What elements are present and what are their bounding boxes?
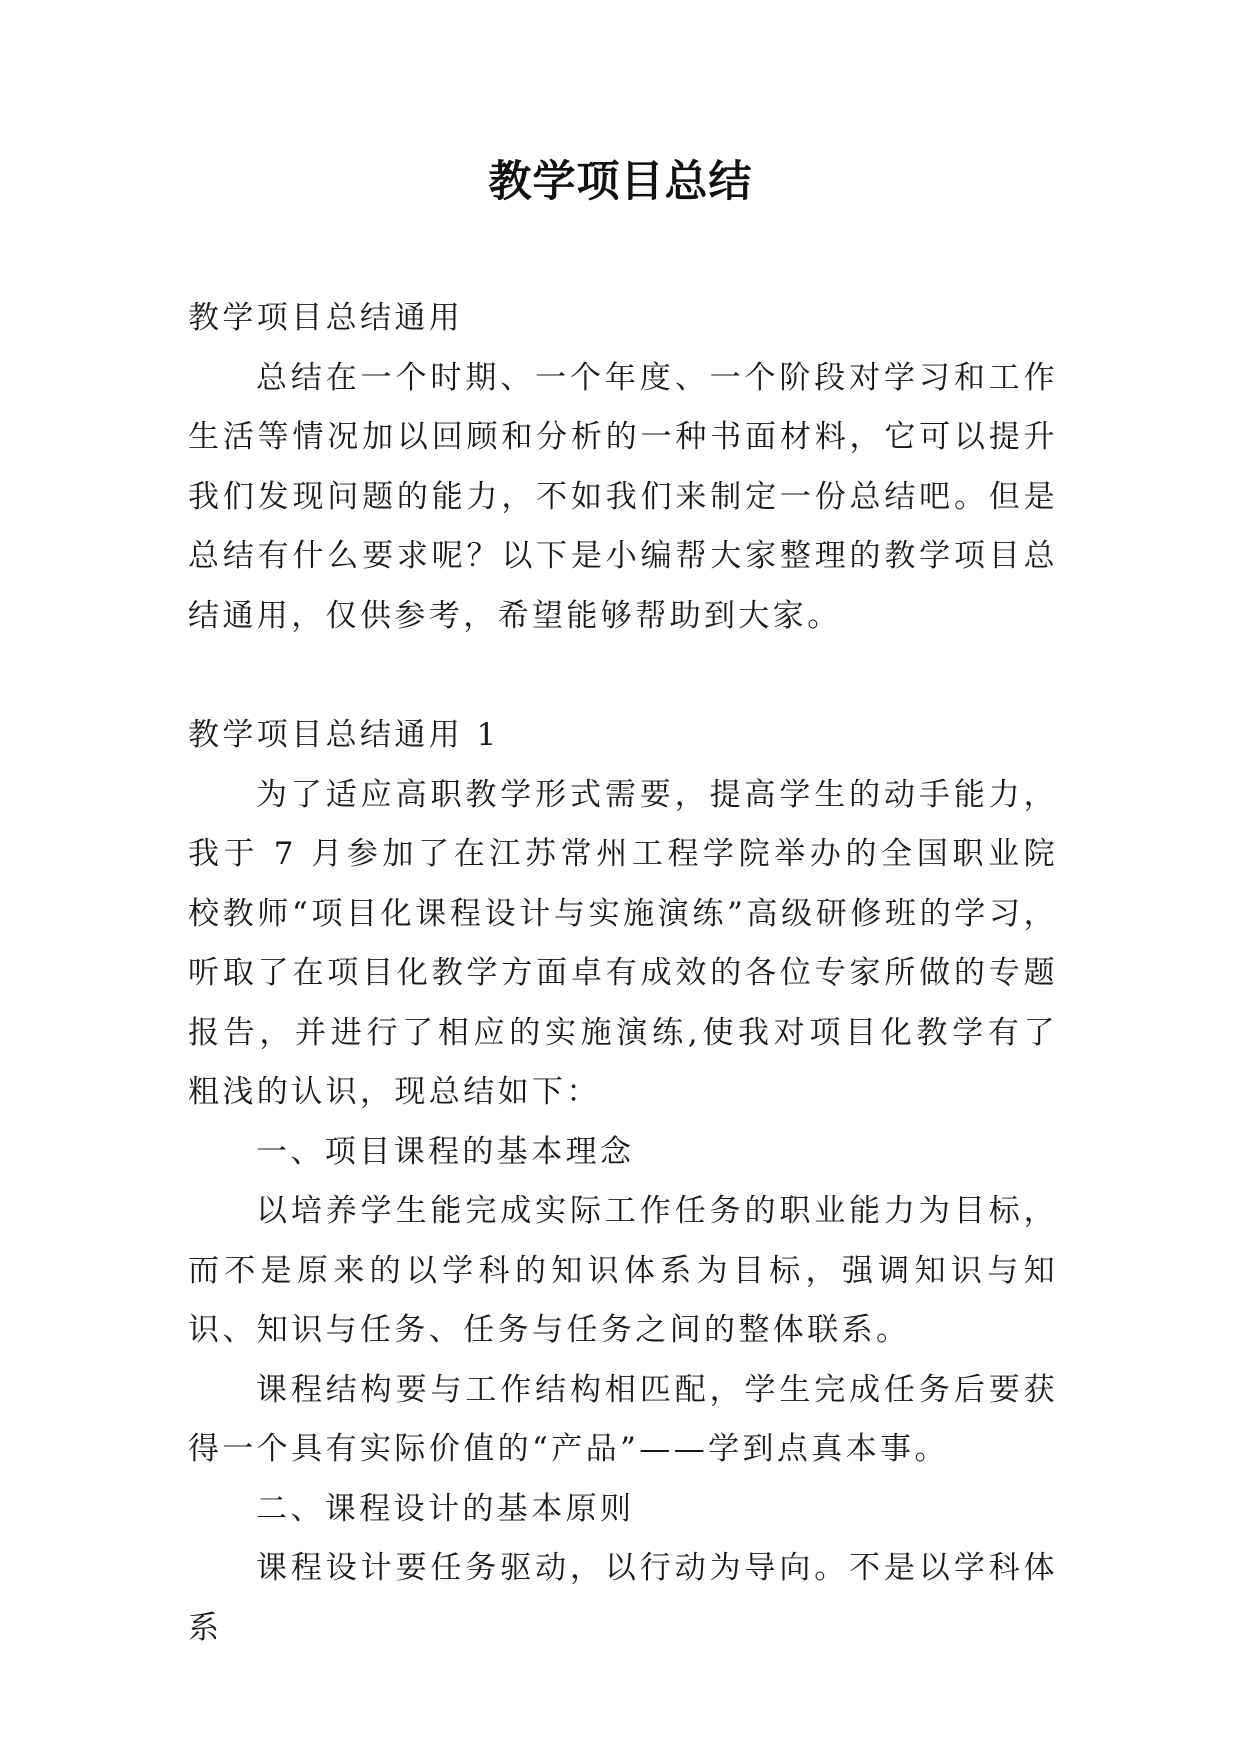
intro-heading: 教学项目总结通用	[188, 300, 464, 336]
document-title: 教学项目总结	[488, 157, 753, 207]
body-paragraph: 以培养学生能完成实际工作任务的职业能力为目标，而不是原来的以学科的知识体系为目标，强调知识与知识、知识与任务、任务与任务之间的整体联系。	[188, 1193, 1058, 1348]
document-body	[188, 289, 1058, 1658]
section-heading: 教学项目总结通用 1	[188, 717, 500, 753]
body-paragraph: 为了适应高职教学形式需要，提高学生的动手能力，我于 7 月参加了在江苏常州工程学院举办的全国职业院校教师“项目化课程设计与实施演练”高级研修班的学习，听取了在项目化教学方面卓有成效的各位专家所做的专题报告，并进行了相应的实施演练,使我对项目化教学有了粗浅的认识，现总结如下：	[188, 776, 1058, 1110]
subsection-heading: 一、项目课程的基本理念	[256, 1133, 635, 1170]
subsection-heading: 二、课程设计的基本原则	[256, 1490, 635, 1527]
section-spacer	[188, 646, 1058, 706]
body-paragraph: 课程设计要任务驱动，以行动为导向。不是以学科体系	[188, 1550, 1058, 1646]
intro-paragraph: 总结在一个时期、一个年度、一个阶段对学习和工作生活等情况加以回顾和分析的一种书面材料，它可以提升我们发现问题的能力，不如我们来制定一份总结吧。但是总结有什么要求呢？以下是小编帮大家整理的教学项目总结通用，仅供参考，希望能够帮助到大家。	[188, 359, 1058, 634]
body-paragraph: 课程结构要与工作结构相匹配，学生完成任务后要获得一个具有实际价值的“产品”——学到点真本事。	[188, 1371, 1058, 1467]
